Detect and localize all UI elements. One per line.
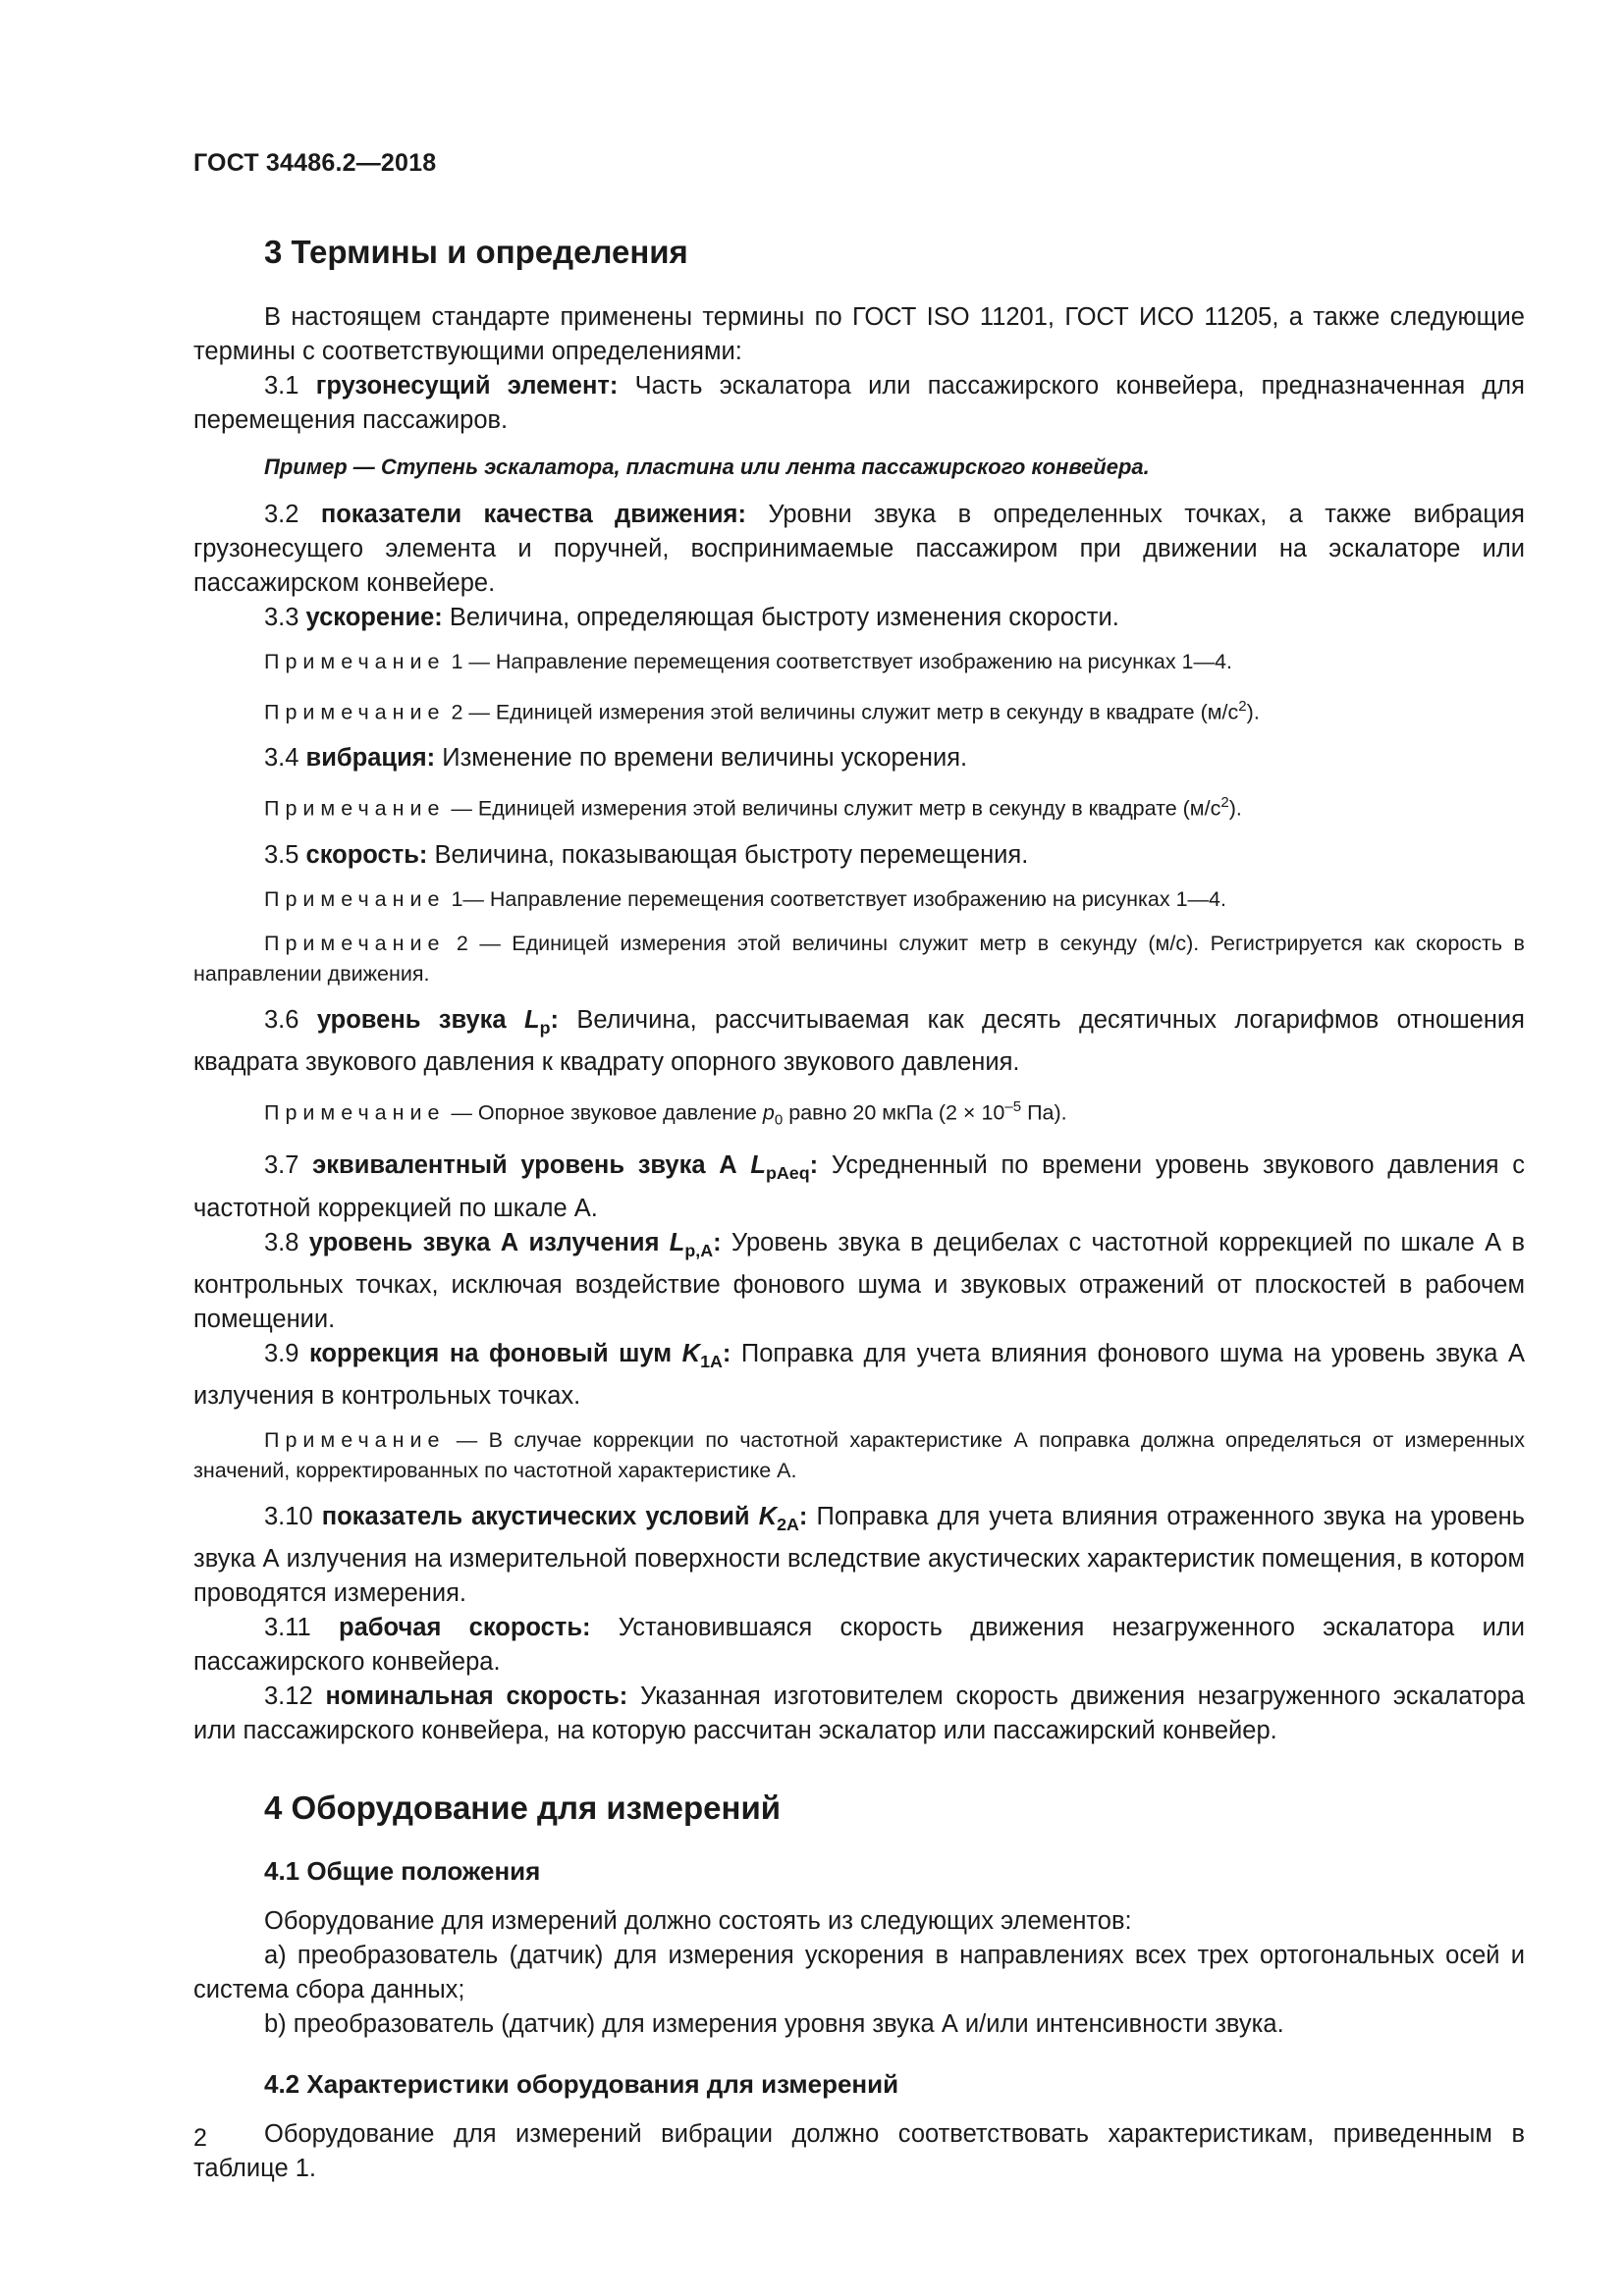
subsection-4-1-intro: Оборудование для измерений должно состоять из следующих элементов:	[264, 1907, 1132, 1936]
term-3-3: 3.3 ускорение: Величина, определяющая быстроту изменения скорости.	[264, 604, 1119, 631]
page-number: 2	[193, 2124, 207, 2152]
section-3-title: 3 Термины и определения	[264, 234, 688, 270]
note-3-5-2: Примечание 2 — Единицей измерения этой величины служит метр в секунду (м/с). Регистрируется как скорость в направлении движения.	[193, 931, 1525, 986]
subsection-4-2-text: Оборудование для измерений вибрации должно соответствовать характеристикам, приведенным в таблице 1.	[193, 2120, 1525, 2183]
term-3-10: 3.10 показатель акустических условий $K_{2A}$: Поправка для учета влияния отраженного звука на уровень звука А излучения на измерительной поверхности вследствие акустических характеристик помещения, в котором проводятся измерения.	[193, 1503, 1525, 1608]
term-3-6: 3.6 уровень звука $L_p$: Величина, рассчитываемая как десять десятичных логарифмов отношения квадрата звукового давления к квадрату опорного звукового давления.	[193, 1005, 1525, 1076]
note-3-3-2: Примечание 2 — Единицей измерения этой величины служит метр в секунду в квадрате $(м/с^2)$.	[264, 698, 1260, 724]
term-3-4: 3.4 вибрация: Изменение по времени величины ускорения.	[264, 744, 968, 773]
note-3-4: Примечание — Единицей измерения этой величины служит метр в секунду в квадрате $(м/с^2)$.	[264, 794, 1242, 821]
term-3-8: 3.8 уровень звука А излучения $L_{p,A}$: Уровень звука в децибелах с частотной коррекцией по шкале А в контрольных точках, исключая воздействие фонового шума и звуковых отражений от плоскостей в рабочем помещении.	[193, 1228, 1525, 1333]
section-4-title: 4 Оборудование для измерений	[264, 1789, 782, 1827]
note-3-5-1: Примечание 1— Направление перемещения соответствует изображению на рисунках 1—4.	[264, 886, 1226, 911]
term-3-12: 3.12 номинальная скорость: Указанная изготовителем скорость движения незагруженного эскалатора или пассажирского конвейера, на которую рассчитан эскалатор или пассажирский конвейер.	[193, 1682, 1525, 1745]
note-3-6: Примечание — Опорное звуковое давление $p_0$ равно 20 мкПа ($2 \times 10^{-5}$ Па).	[264, 1097, 1067, 1129]
term-3-1: 3.1 грузонесущий элемент: Часть эскалатора или пассажирского конвейера, предназначенная для перемещения пассажиров.	[193, 372, 1525, 434]
note-3-3-1: Примечание 1 — Направление перемещения соответствует изображению на рисунках 1—4.	[264, 650, 1232, 673]
list-item-b: b) преобразователь (датчик) для измерения уровня звука А и/или интенсивности звука.	[264, 2010, 1284, 2039]
term-3-7: 3.7 эквивалентный уровень звука А $L_{pAeq}$: Усредненный по времени уровень звукового давления с частотной коррекцией по шкале А.	[193, 1151, 1525, 1222]
term-3-11: 3.11 рабочая скорость: Установившаяся скорость движения незагруженного эскалатора или пассажирского конвейера.	[193, 1614, 1525, 1677]
section-3-intro: В настоящем стандарте применены термины по ГОСТ ISO 11201, ГОСТ ИСО 11205, а также следующие термины с соответствующими определениями:	[193, 303, 1525, 365]
document-code: ГОСТ 34486.2—2018	[193, 149, 437, 177]
example-3-1: Пример — Ступень эскалатора, пластина или лента пассажирского конвейера.	[264, 454, 1150, 479]
term-3-5: 3.5 скорость: Величина, показывающая быстроту перемещения.	[264, 840, 1029, 869]
note-3-9: Примечание — В случае коррекции по частотной характеристике А поправка должна определяться от измеренных значений, корректированных по частотной характеристике А.	[193, 1428, 1525, 1482]
list-item-a: a) преобразователь (датчик) для измерения ускорения в направлениях всех трех ортогональных осей и система сбора данных;	[193, 1942, 1525, 2004]
subsection-4-2-title: 4.2 Характеристики оборудования для измерений	[264, 2069, 899, 2100]
page-content	[193, 234, 1525, 2186]
subsection-4-1-title: 4.1 Общие положения	[264, 1856, 541, 1887]
term-3-2: 3.2 показатели качества движения: Уровни звука в определенных точках, а также вибрация грузонесущего элемента и поручней, воспринимаемые пассажиром при движении на эскалаторе или пассажирском конвейере.	[193, 501, 1525, 597]
term-3-9: 3.9 коррекция на фоновый шум $K_{1A}$: Поправка для учета влияния фонового шума на уровень звука А излучения в контрольных точках.	[193, 1339, 1525, 1410]
